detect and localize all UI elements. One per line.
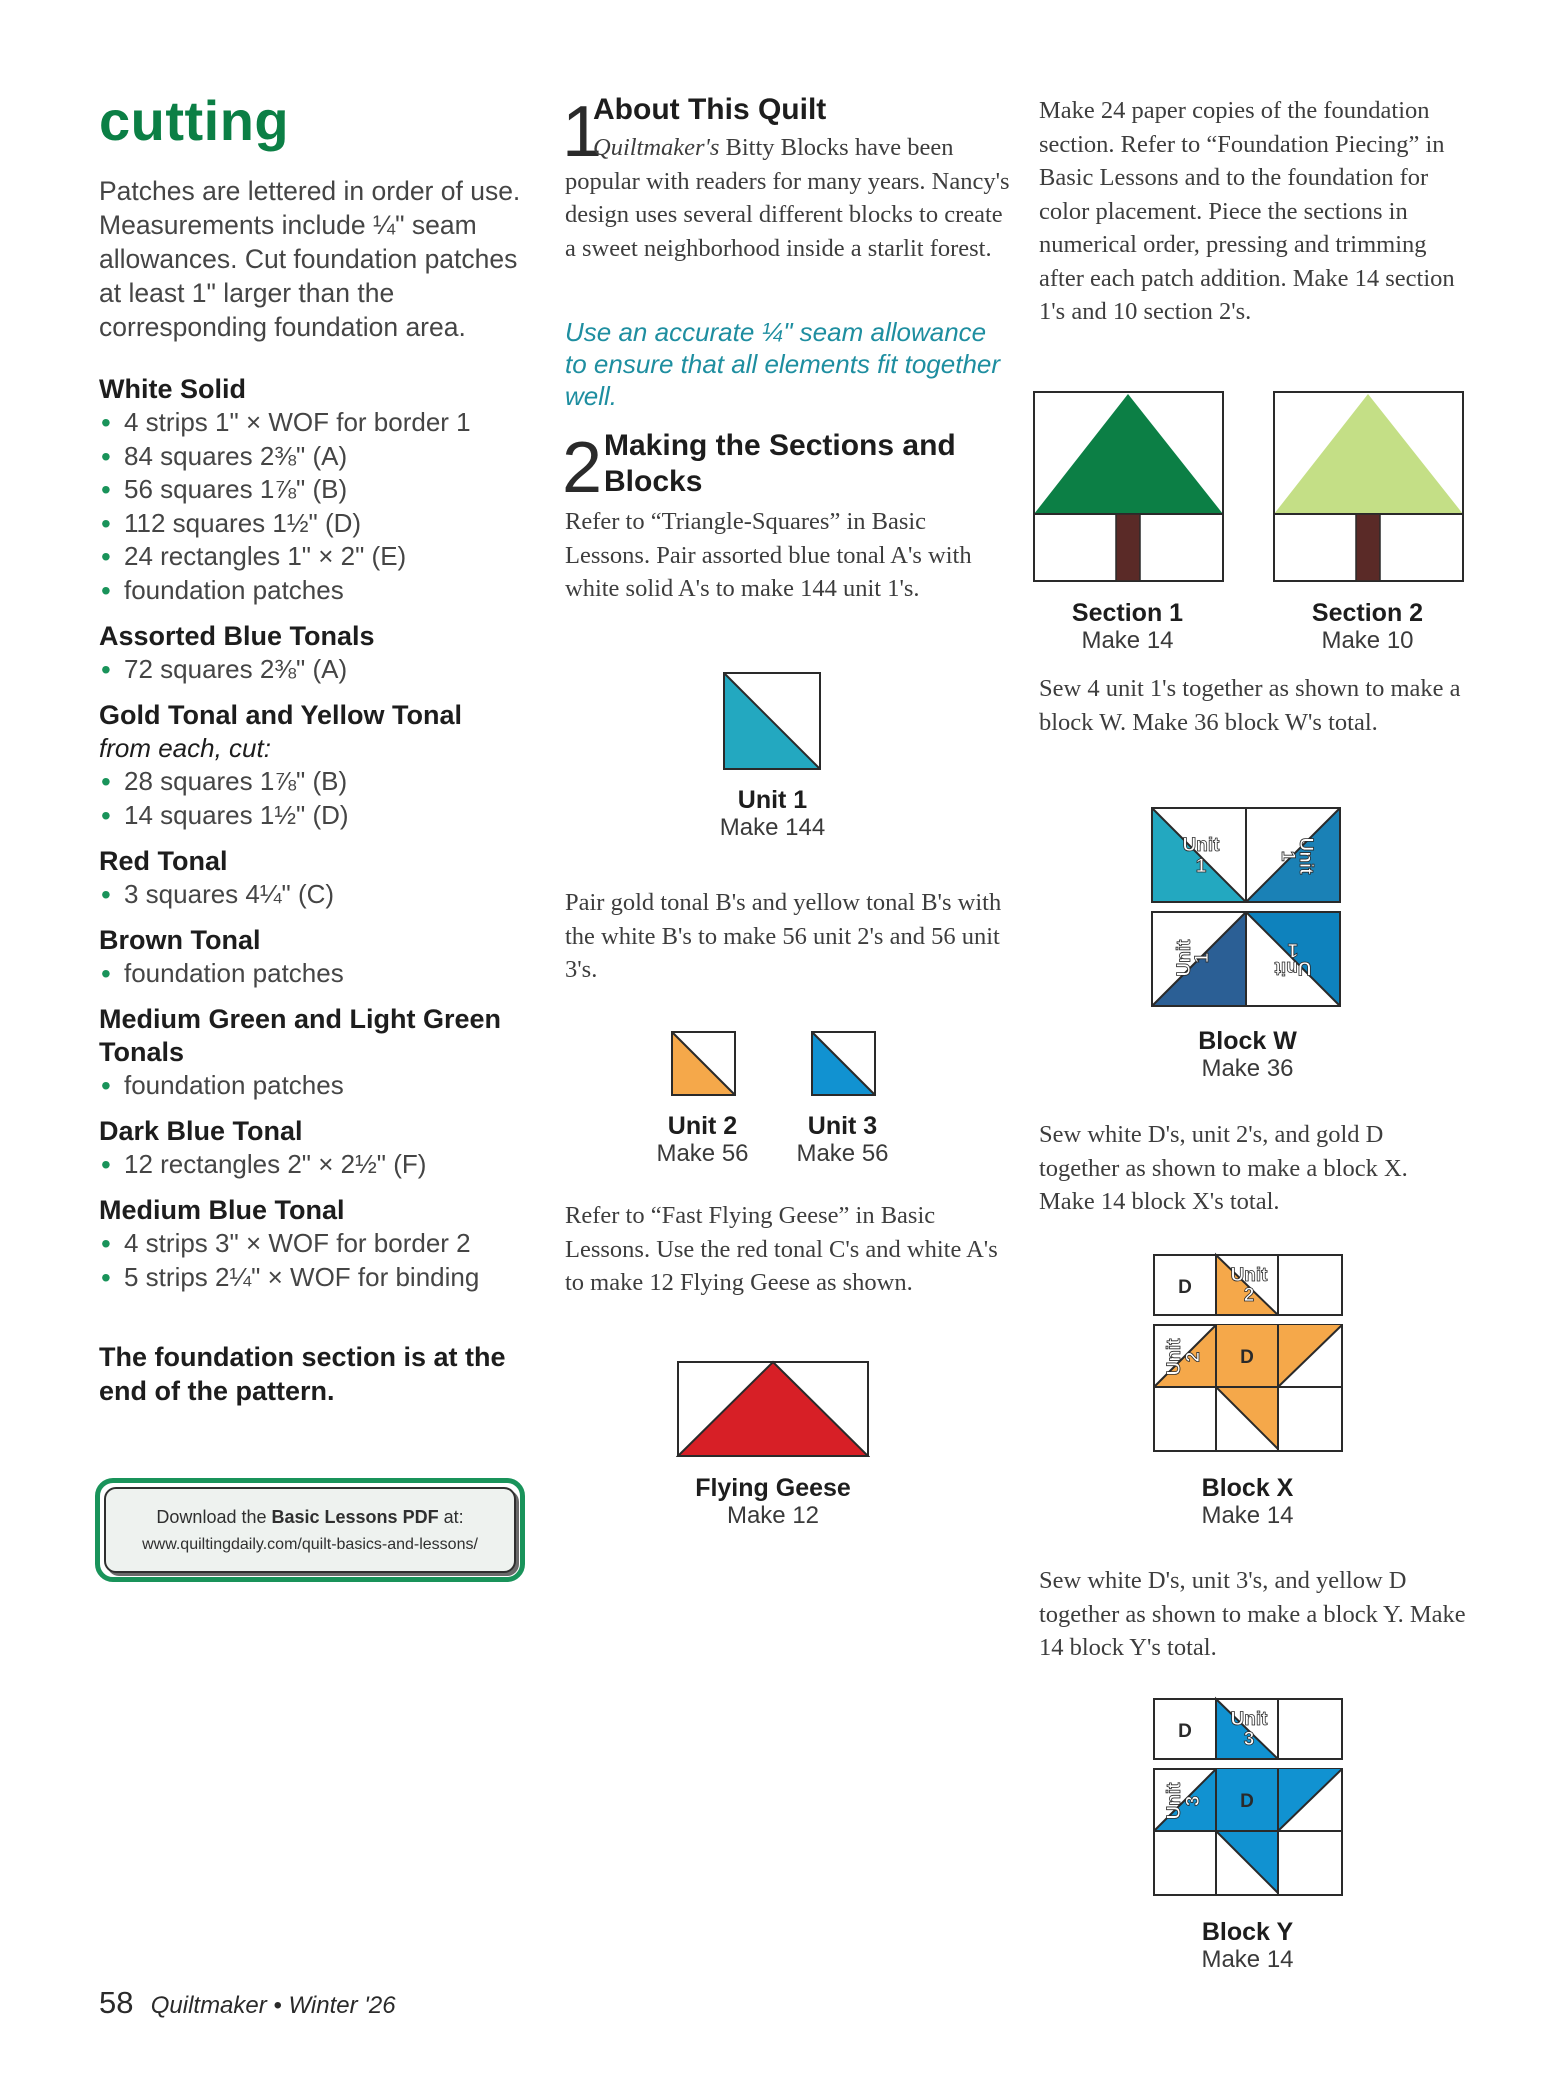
list-item: • foundation patches — [101, 1070, 344, 1101]
block-x-diagram — [1150, 1251, 1346, 1457]
svg-text:Unit: Unit — [1274, 957, 1312, 978]
list-item: • foundation patches — [101, 958, 344, 989]
unit-2-diagram — [670, 1030, 737, 1097]
material-group-gold-yellow — [99, 699, 529, 832]
svg-text:D: D — [1240, 1791, 1254, 1812]
foundation-instructions: Make 24 paper copies of the foundation section. Refer to “Foundation Piecing” in Basic Lessons and to the foundation for color placement. Piece the sections in numerical order, pressing and trimming after each patch addition. Make 14 section 1's and 10 section 2's. — [1039, 97, 1455, 325]
list-item: • 3 squares 4¼" (C) — [101, 879, 335, 910]
block-x-instructions: Sew white D's, unit 2's, and gold D together as shown to make a block X. Make 14 block X's total. — [1039, 1121, 1408, 1215]
block-w-caption: Block W Make 36 — [1198, 1027, 1297, 1082]
list-item: • 24 rectangles 1" × 2" (E) — [101, 541, 407, 572]
svg-text:3: 3 — [1183, 1795, 1204, 1807]
list-item: • 56 squares 1⅞" (B) — [101, 474, 348, 505]
cutting-title: cutting — [99, 89, 290, 152]
svg-text:Unit: Unit — [1295, 837, 1316, 875]
svg-text:1: 1 — [1277, 850, 1298, 862]
material-heading: Red Tonal — [99, 846, 228, 876]
svg-text:1: 1 — [1195, 856, 1207, 877]
svg-text:D: D — [1240, 1347, 1254, 1368]
block-y-instructions: Sew white D's, unit 3's, and yellow D together as shown to make a block Y. Make 14 block Y's total. — [1039, 1567, 1466, 1661]
material-group-red-tonal — [99, 845, 529, 912]
material-heading: Gold Tonal and Yellow Tonal — [99, 700, 463, 730]
step-2-number: 2 — [562, 428, 603, 508]
material-group-brown-tonal — [99, 924, 529, 991]
section-2-trunk-patch — [1356, 514, 1380, 581]
unit-1-caption: Unit 1 Make 144 — [719, 786, 826, 841]
section-1-trunk-patch — [1116, 514, 1140, 581]
section-1-caption: Section 1 Make 14 — [1071, 599, 1184, 654]
list-item: • 5 strips 2¼" × WOF for binding — [101, 1261, 480, 1293]
material-group-white-solid — [99, 373, 529, 607]
flying-geese-diagram — [676, 1360, 870, 1458]
section-2-diagram — [1272, 390, 1465, 583]
unit-3-diagram — [810, 1030, 877, 1097]
material-group-green-tonals — [99, 1003, 519, 1103]
section-2-caption: Section 2 Make 10 — [1311, 599, 1424, 654]
block-y-caption: Block Y Make 14 — [1201, 1918, 1294, 1973]
list-item: • foundation patches — [101, 574, 344, 606]
svg-text:1: 1 — [1192, 952, 1213, 964]
svg-text:1: 1 — [1287, 939, 1299, 960]
unit-3-caption: Unit 3 Make 56 — [796, 1112, 889, 1167]
cutting-intro: Patches are lettered in order of use. Measurements include ¼" seam allowances. Cut foundation patches at least 1" larger than the corresponding foundation area. — [99, 176, 521, 342]
svg-text:D: D — [1178, 1721, 1192, 1742]
block-w-instructions: Sew 4 unit 1's together as shown to make a block W. Make 36 block W's total. — [1039, 675, 1461, 736]
list-item: • 4 strips 3" × WOF for border 2 — [101, 1228, 471, 1259]
seam-allowance-callout: Use an accurate ¼" seam allowance to ensure that all elements fit together well. — [565, 317, 1001, 411]
material-heading: Medium Green and Light Green Tonals — [99, 1004, 502, 1067]
step-2-body-flying-geese: Refer to “Fast Flying Geese” in Basic Lessons. Use the red tonal C's and white A's to make 12 Flying Geese as shown. — [565, 1202, 998, 1296]
list-item: • 28 squares 1⅞" (B) — [101, 766, 348, 797]
material-subheading: from each, cut: — [99, 733, 271, 763]
svg-text:2: 2 — [1183, 1351, 1204, 1363]
page-footer — [99, 1985, 396, 2021]
download-callout — [95, 1478, 525, 1582]
svg-text:Unit: Unit — [1164, 1338, 1185, 1376]
list-item: • 14 squares 1½" (D) — [101, 799, 349, 831]
svg-text:Unit: Unit — [1230, 1709, 1268, 1730]
material-heading: Assorted Blue Tonals — [99, 621, 375, 651]
download-url-link[interactable]: www.quiltingdaily.com/quilt-basics-and-lessons/ — [142, 1536, 478, 1553]
download-text: Download the Basic Lessons PDF at: — [156, 1507, 464, 1527]
list-item: • 12 rectangles 2" × 2½" (F) — [101, 1149, 427, 1180]
foundation-note: The foundation section is at the end of the pattern. — [99, 1342, 506, 1406]
svg-text:Unit: Unit — [1230, 1265, 1268, 1286]
material-heading: Medium Blue Tonal — [99, 1195, 345, 1225]
page-number: 58 — [99, 1985, 134, 2020]
material-heading: White Solid — [99, 374, 246, 404]
svg-text:Unit: Unit — [1182, 835, 1220, 856]
material-heading: Dark Blue Tonal — [99, 1116, 303, 1146]
block-y-diagram — [1150, 1695, 1346, 1901]
step-1-number: 1 — [562, 92, 603, 172]
material-group-blue-tonals — [99, 620, 529, 687]
svg-text:Unit: Unit — [1164, 1782, 1185, 1820]
step-2-body-units: Pair gold tonal B's and yellow tonal B's with the white B's to make 56 unit 2's and 56 unit 3's. — [565, 889, 1002, 983]
svg-text:2: 2 — [1243, 1285, 1255, 1306]
list-item: • 84 squares 2⅜" (A) — [101, 440, 348, 472]
svg-text:Unit: Unit — [1174, 939, 1195, 977]
block-w-diagram — [1150, 806, 1344, 1008]
list-item: • 72 squares 2⅜" (A) — [101, 654, 348, 685]
step-2-heading: Making the Sections and Blocks — [604, 429, 956, 498]
step-2-body-triangle-squares: Refer to “Triangle-Squares” in Basic Lessons. Pair assorted blue tonal A's with white solid A's to make 144 unit 1's. — [565, 508, 972, 602]
list-item: • 112 squares 1½" (D) — [101, 507, 362, 539]
section-1-diagram — [1032, 390, 1225, 583]
svg-text:D: D — [1178, 1277, 1192, 1298]
block-x-caption: Block X Make 14 — [1201, 1474, 1294, 1529]
step-1-heading: About This Quilt — [593, 93, 827, 126]
unit-2-caption: Unit 2 Make 56 — [656, 1112, 749, 1167]
material-group-medium-blue — [99, 1194, 529, 1294]
material-heading: Brown Tonal — [99, 925, 261, 955]
material-group-dark-blue — [99, 1115, 529, 1182]
list-item: • 4 strips 1" × WOF for border 1 — [101, 407, 471, 438]
step-1-body: Quiltmaker's Bitty Blocks have been popular with readers for many years. Nancy's design uses several different blocks to create a sweet neighborhood inside a starlit forest. — [565, 134, 1010, 262]
magazine-issue: Quiltmaker • Winter '26 — [150, 1992, 396, 2019]
svg-text:3: 3 — [1243, 1729, 1255, 1750]
unit-1-diagram — [722, 671, 822, 771]
flying-geese-caption: Flying Geese Make 12 — [695, 1474, 851, 1529]
